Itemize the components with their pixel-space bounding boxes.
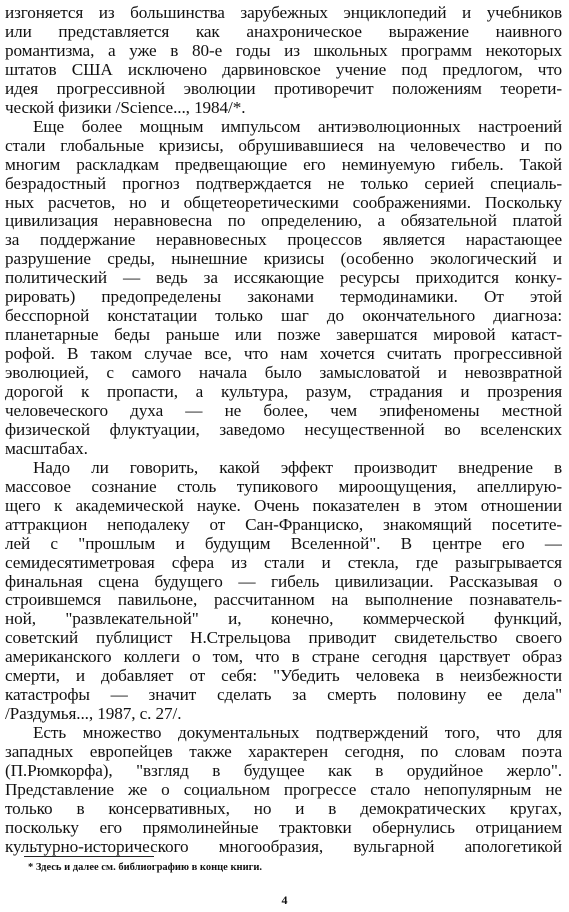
text-line: Надо ли говорить, какой эффект производит внедрение в — [33, 457, 562, 477]
text-line: Еще более мощным импульсом антиэволюционных настроений — [33, 116, 562, 136]
text-line: политический — ведь за иссякающие ресурсы приходится конку- — [5, 268, 562, 288]
page-number: 4 — [281, 893, 288, 907]
text-line: эволюцией, с самого начала было замысловатой и невозвратной — [5, 363, 562, 383]
text-line: смерти, и добавляет от себя: "Убедить человека в неизбежности — [5, 666, 562, 686]
text-line: или представляется как анахроническое выражение наивного — [5, 21, 562, 41]
text-line: ной, "развлекательной" и, конечно, коммерческой функций, — [5, 609, 562, 629]
text-line: стали глобальные кризисы, обрушивавшиеся на человечество и по — [5, 135, 562, 155]
text-line: культурно-исторического многообразия, вульгарной апологетикой — [5, 836, 562, 856]
text-line: Представление же о социальном прогрессе стало непопулярным не — [5, 779, 562, 799]
text-line: щего к академической науке. Очень показателен в этом отношении — [5, 495, 562, 515]
text-line: изгоняется из большинства зарубежных энциклопедий и учебников — [5, 3, 562, 22]
text-line: ческой физики /Science..., 1984/*. — [5, 97, 246, 117]
text-line: советский публицист Н.Стрельцова приводит свидетельство своего — [5, 628, 562, 648]
text-line: идея прогрессивной эволюции противоречит положениям теорети- — [5, 78, 562, 98]
text-line: аттракцион неподалеку от Сан-Франциско, знакомящий посетите- — [5, 514, 562, 534]
text-line: американского коллеги о том, что в стране сегодня царствует образ — [5, 647, 562, 667]
text-line: /Раздумья..., 1987, с. 27/. — [5, 704, 182, 724]
text-line: разрушение среды, нынешние кризисы (особенно экологический и — [5, 249, 562, 269]
text-line: рофой. В таком случае все, что нам хочется считать прогрессивной — [5, 344, 562, 364]
text-line: поскольку его прямолинейные трактовки обернулись отрицанием — [5, 817, 562, 837]
text-line: цивилизация неравновесна по определению, а обязательной платой — [5, 211, 562, 231]
text-line: рировать) предопределены законами термодинамики. От этой — [5, 287, 562, 307]
text-line: финальная сцена будущего — гибель цивилизации. Рассказывая о — [5, 571, 562, 591]
text-line: только в консервативных, но и в демократических кругах, — [5, 798, 562, 818]
text-line: романтизма, а уже в 80-е годы из школьных программ некоторых — [5, 40, 562, 60]
text-line: западных европейцев также характерен сегодня, по словам поэта — [5, 742, 562, 762]
text-line: семидесятиметровая сфера из стали и стекла, где разыгрывается — [5, 552, 562, 572]
text-line: ных расчетов, но и общетеоретическими соображениями. Поскольку — [5, 192, 562, 212]
text-line: массовое сознание столь тупикового мироощущения, апеллирую- — [5, 476, 562, 496]
text-line: за поддержание неравновесных процессов является нарастающее — [5, 230, 562, 250]
text-line: (П.Рюмкорфа), "взгляд в будущее как в орудийное жерло". — [5, 761, 562, 780]
text-line: штатов США исключено дарвиновское учение под предлогом, что — [5, 59, 562, 79]
text-line: лей с "прошлым и будущим Вселенной". В центре его — — [5, 533, 562, 553]
text-line: бесспорной констатации только шаг до окончательного диагноза: — [5, 306, 562, 326]
text-line: дорогой к пропасти, а культура, разум, страдания и прозрения — [5, 382, 562, 401]
text-line: масштабах. — [5, 438, 88, 458]
text-line: многим раскладкам предвещающие его неминуемую гибель. Такой — [5, 154, 562, 174]
text-line: Есть множество документальных подтверждений того, что для — [33, 723, 562, 743]
text-line: физической флуктуации, заведомо несущественной во вселенских — [5, 419, 562, 439]
text-line: безрадостный прогноз подтверждается не только серией специаль- — [5, 173, 562, 193]
text-line: катастрофы — значит сделать за смерть половину ее дела" — [5, 685, 562, 705]
footnote: * Здесь и далее см. библиографию в конце книги. — [28, 862, 263, 873]
footnote-divider — [24, 856, 154, 857]
text-line: планетарные беды раньше или позже завершатся мировой катаст- — [5, 325, 562, 345]
text-line: человеческого духа — не более, чем эпифеномены местной — [5, 400, 562, 420]
text-line: строившемся павильоне, рассчитанном на выполнение познаватель- — [5, 590, 562, 610]
